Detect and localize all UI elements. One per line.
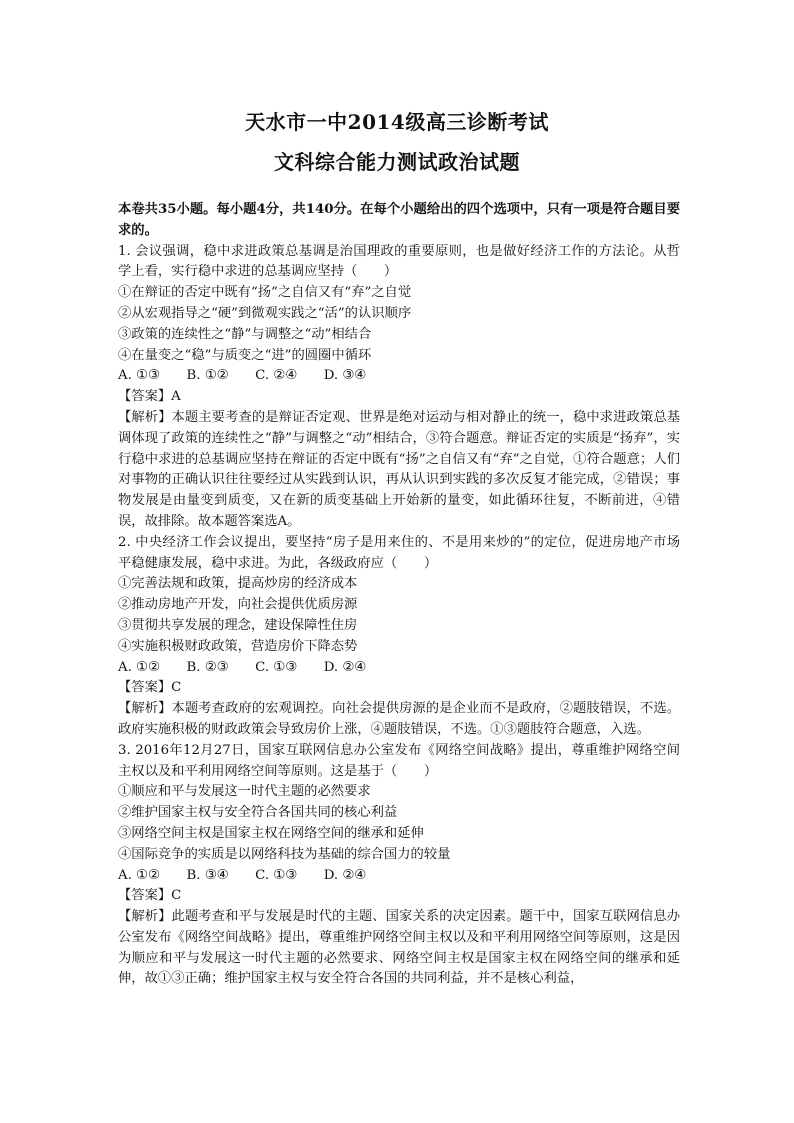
question-2-item-4: ④实施积极财政政策，营造房价下降态势 bbox=[118, 638, 358, 654]
exam-subtitle: 文科综合能力测试政治试题 bbox=[274, 150, 520, 174]
question-3-item-1: ①顺应和平与发展这一时代主题的必然要求 bbox=[118, 784, 371, 800]
question-3-item-2: ②维护国家主权与安全符合各国共同的核心利益 bbox=[118, 805, 398, 821]
question-2-item-2: ②推动房地产开发，向社会提供优质房源 bbox=[118, 597, 358, 613]
question-2-answer: 【答案】C bbox=[118, 680, 182, 696]
question-1-item-2: ②从宏观指导之“硬”到微观实践之“活”的认识顺序 bbox=[118, 305, 412, 321]
question-1-answer: 【答案】A bbox=[118, 389, 181, 405]
question-2-item-3: ③贯彻共享发展的理念，建设保障性住房 bbox=[118, 617, 358, 633]
question-2-options: A. ①② B. ②③ C. ①③ D. ②④ bbox=[118, 659, 367, 675]
question-1-analysis: 【解析】本题主要考查的是辩证否定观、世界是绝对运动与相对静止的统一，稳中求进政策总基调体现了政策的连续性之“静”与调整之“动”相结合，③符合题意。辩证否定的实质是“扬弃”，实行稳中求进的总基调应坚持在辩证的否定中既有“扬”之自信又有“弃”之自觉，①符合题意；人们对事物的正确认识往往要经过从实践到认识，再从认识到实践的多次反复才能完成，②错误；事物发展是由量变到质变，又在新的质变基础上开始新的量变，如此循环往复，不断前进，④错误，故排除。故本题答案选A。 bbox=[118, 409, 680, 529]
question-3-answer: 【答案】C bbox=[118, 888, 182, 904]
question-2-analysis: 【解析】本题考查政府的宏观调控。向社会提供房源的是企业而不是政府，②题肢错误，不选。政府实施积极的财政政策会导致房价上涨，④题肢错误，不选。①③题肢符合题意，入选。 bbox=[118, 701, 680, 737]
exam-content bbox=[118, 200, 680, 990]
question-3-item-3: ③网络空间主权是国家主权在网络空间的继承和延伸 bbox=[118, 825, 424, 841]
question-1-options: A. ①③ B. ①② C. ②④ D. ③④ bbox=[118, 368, 367, 384]
question-1-item-1: ①在辩证的否定中既有“扬”之自信又有“弃”之自觉 bbox=[118, 285, 412, 301]
question-3-item-4: ④国际竞争的实质是以网络科技为基础的综合国力的较量 bbox=[118, 846, 451, 862]
question-3-stem: 3. 2016年12月27日，国家互联网信息办公室发布《网络空间战略》提出，尊重维护网络空间主权以及和平利用网络空间等原则。这是基于（ ） bbox=[118, 742, 680, 779]
question-3-options: A. ①② B. ③④ C. ①③ D. ②④ bbox=[118, 867, 367, 883]
question-2-item-1: ①完善法规和政策，提高炒房的经济成本 bbox=[118, 576, 358, 592]
question-3-analysis: 【解析】此题考查和平与发展是时代的主题、国家关系的决定因素。题干中，国家互联网信息办公室发布《网络空间战略》提出，尊重维护网络空间主权以及和平利用网络空间等原则，这是因为顺应和平与发展这一时代主题的必然要求、网络空间主权是国家主权在网络空间的继承和延伸，故①③正确；维护国家主权与安全符合各国的共同利益，并不是核心利益， bbox=[118, 909, 680, 987]
section-instructions: 本卷共35小题。每小题4分，共140分。在每个小题给出的四个选项中，只有一项是符合题目要求的。 bbox=[118, 202, 680, 238]
exam-title: 天水市一中2014级高三诊断考试 bbox=[245, 110, 549, 134]
question-1-stem: 1. 会议强调，稳中求进政策总基调是治国理政的重要原则，也是做好经济工作的方法论。从哲学上看，实行稳中求进的总基调应坚持（ ） bbox=[118, 243, 680, 280]
question-1-item-4: ④在量变之“稳”与质变之“进”的圆圈中循环 bbox=[118, 347, 372, 363]
question-1-item-3: ③政策的连续性之“静”与调整之“动”相结合 bbox=[118, 326, 372, 342]
question-2-stem: 2. 中央经济工作会议提出，要坚持“房子是用来住的、不是用来炒的”的定位，促进房地产市场平稳健康发展，稳中求进。为此，各级政府应（ ） bbox=[118, 534, 680, 571]
